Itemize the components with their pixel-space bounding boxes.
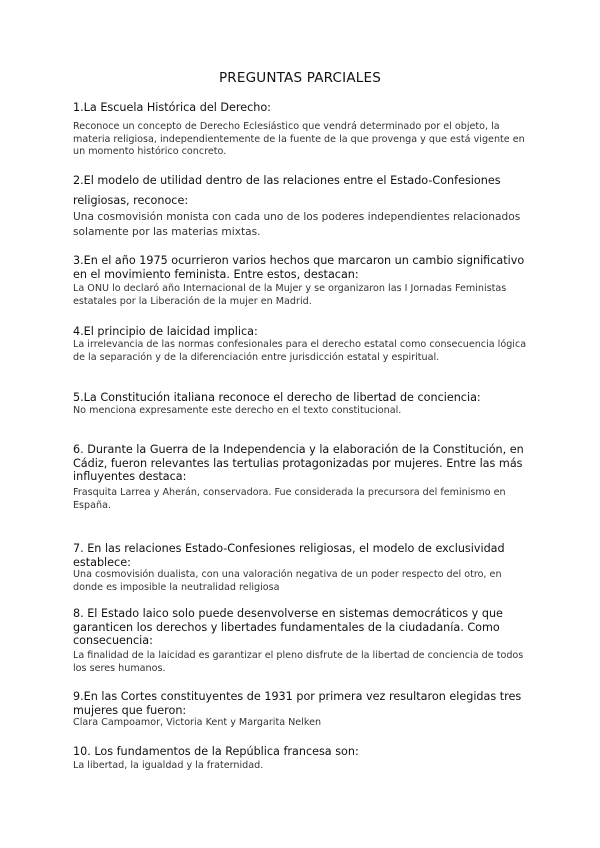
- question-9: 9.En las Cortes constituyentes de 1931 por primera vez resultaron elegidas tres mujeres que fueron:: [73, 690, 522, 717]
- question-7: 7. En las relaciones Estado-Confesiones religiosas, el modelo de exclusividad establece:: [73, 542, 505, 569]
- answer-6: Frasquita Larrea y Aherán, conservadora. Fue considerada la precursora del feminismo en España.: [73, 487, 506, 511]
- question-6: 6. Durante la Guerra de la Independencia y la elaboración de la Constitución, en Cádiz, fueron relevantes las tertulias protagonizadas por mujeres. Entre las más influyentes destaca:: [73, 443, 524, 483]
- answer-10: La libertad, la igualdad y la fraternidad.: [73, 760, 264, 771]
- question-10: 10. Los fundamentos de la República francesa son:: [73, 745, 359, 758]
- answer-9: Clara Campoamor, Victoria Kent y Margarita Nelken: [73, 717, 322, 728]
- question-8: 8. El Estado laico solo puede desenvolverse en sistemas democráticos y que garanticen los derechos y libertades fundamentales de la ciudadanía. Como consecuencia:: [73, 607, 503, 647]
- question-3: 3.En el año 1975 ocurrieron varios hechos que marcaron un cambio significativo en el movimiento feminista. Entre estos, destacan:: [73, 254, 525, 281]
- answer-3: La ONU lo declaró año Internacional de la Mujer y se organizaron las I Jornadas Feministas estatales por la Liberación de la mujer en Madrid.: [73, 283, 507, 307]
- answer-1: Reconoce un concepto de Derecho Eclesiástico que vendrá determinado por el objeto, la materia religiosa, independientemente de la fuente de la que provenga y que está vigente en un momento histórico concreto.: [73, 121, 525, 158]
- question-2: 2.El modelo de utilidad dentro de las relaciones entre el Estado-Confesiones religiosas, reconoce:: [73, 174, 501, 207]
- page-title: PREGUNTAS PARCIALES: [218, 70, 382, 86]
- question-4: 4.El principio de laicidad implica:: [73, 325, 258, 338]
- answer-5: No menciona expresamente este derecho en el texto constitucional.: [73, 405, 402, 416]
- question-1: 1.La Escuela Histórica del Derecho:: [73, 101, 271, 114]
- answer-7: Una cosmovisión dualista, con una valoración negativa de un poder respecto del otro, en donde es imposible la neutralidad religiosa: [73, 569, 502, 593]
- answer-8: La finalidad de la laicidad es garantizar el pleno disfrute de la libertad de conciencia de todos los seres humanos.: [73, 650, 524, 674]
- answer-2: Una cosmovisión monista con cada uno de los poderes independientes relacionados solamente por las materias mixtas.: [73, 211, 521, 238]
- question-5: 5.La Constitución italiana reconoce el derecho de libertad de conciencia:: [73, 391, 481, 404]
- answer-4: La irrelevancia de las normas confesionales para el derecho estatal como consecuencia lógica de la separación y de la diferenciación entre jurisdicción estatal y espiritual.: [73, 339, 527, 363]
